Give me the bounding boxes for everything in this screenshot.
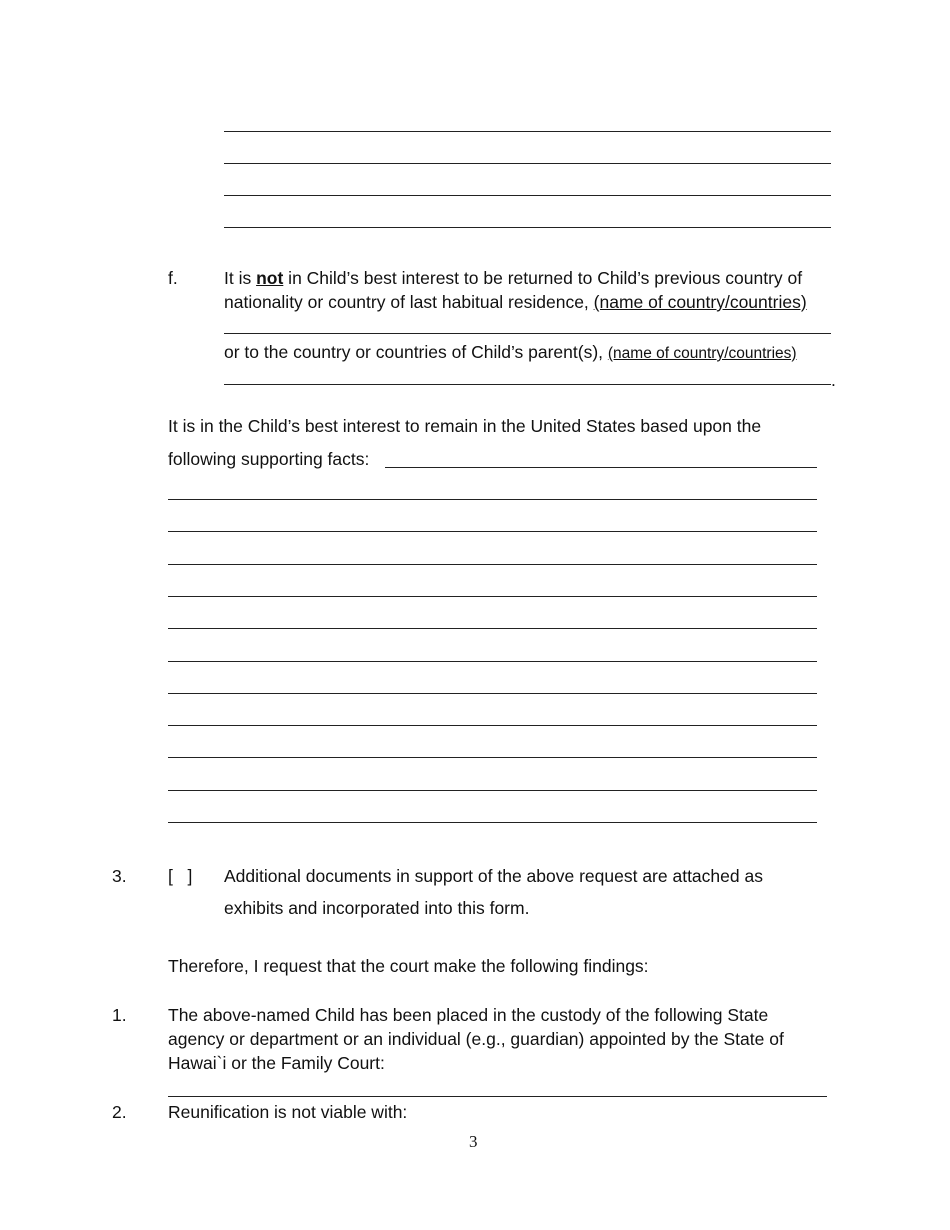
supporting-facts-line[interactable] [385, 467, 817, 468]
supporting-facts-line[interactable] [168, 725, 817, 726]
answer-line[interactable] [224, 195, 831, 196]
page-number: 3 [469, 1132, 478, 1151]
item-3-number: 3. [112, 866, 127, 886]
finding-1-number: 1. [112, 1005, 127, 1025]
item-f-line-1-pre: It is [224, 268, 257, 288]
supporting-facts-line[interactable] [168, 661, 817, 662]
answer-line[interactable] [224, 227, 831, 228]
custody-answer-line[interactable] [168, 1096, 827, 1097]
finding-2-text: Reunification is not viable with: [168, 1102, 408, 1122]
item-f-line-1-post: in Child’s best interest to be returned to Child’s previous country of [283, 268, 803, 288]
item-f-period: . [831, 370, 836, 390]
item-3-line-2: exhibits and incorporated into this form. [224, 898, 530, 918]
best-interest-line-1: It is in the Child’s best interest to remain in the United States based upon the [168, 416, 762, 436]
supporting-facts-line[interactable] [168, 628, 817, 629]
item-3-line-1: Additional documents in support of the above request are attached as [224, 866, 763, 886]
finding-1-line-2: agency or department or an individual (e.g., guardian) appointed by the State of [168, 1029, 784, 1049]
country-hint-1: (name of country/countries) [593, 292, 807, 312]
item-f-line-2-pre: nationality or country of last habitual residence, [224, 292, 594, 312]
attachments-checkbox[interactable]: [ ] [168, 866, 193, 886]
supporting-facts-line[interactable] [168, 531, 817, 532]
finding-1-line-3: Hawai`i or the Family Court: [168, 1053, 385, 1073]
country-hint-2: (name of country/countries) [607, 345, 797, 362]
item-f-not-emphasis: not [256, 268, 284, 288]
finding-2-number: 2. [112, 1102, 127, 1122]
item-f-marker: f. [168, 268, 178, 288]
supporting-facts-line[interactable] [168, 693, 817, 694]
answer-line[interactable] [224, 163, 831, 164]
supporting-facts-line[interactable] [168, 596, 817, 597]
item-f-line-3 [224, 341, 797, 365]
best-interest-line-2: following supporting facts: [168, 449, 370, 469]
supporting-facts-line[interactable] [168, 790, 817, 791]
country-answer-line-1[interactable] [224, 333, 831, 334]
country-answer-line-2[interactable] [224, 384, 831, 385]
supporting-facts-line[interactable] [168, 757, 817, 758]
therefore-statement: Therefore, I request that the court make the following findings: [168, 956, 649, 976]
item-f-line-2 [224, 291, 807, 313]
item-f-line-1 [224, 267, 802, 289]
finding-1-line-1: The above-named Child has been placed in the custody of the following State [168, 1005, 769, 1025]
supporting-facts-line[interactable] [168, 822, 817, 823]
supporting-facts-line[interactable] [168, 564, 817, 565]
supporting-facts-line[interactable] [168, 499, 817, 500]
answer-line[interactable] [224, 131, 831, 132]
item-f-line-3-pre: or to the country or countries of Child’s parent(s), [224, 342, 608, 362]
